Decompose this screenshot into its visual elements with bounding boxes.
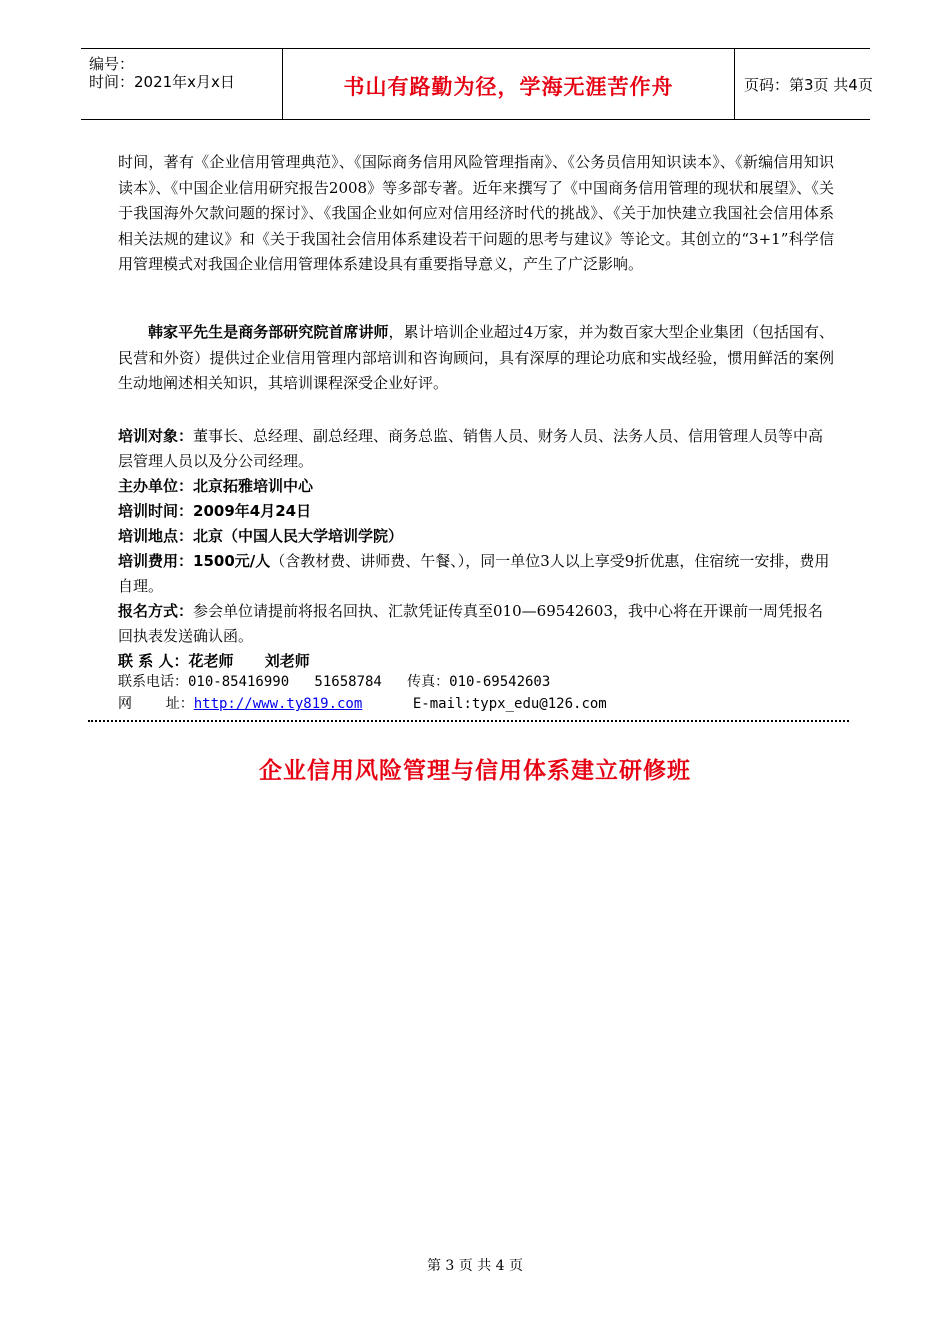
paragraph-lecturer — [118, 320, 834, 397]
lecturer-highlight: 韩家平先生是商务部研究院首席讲师 — [148, 323, 389, 341]
time-label: 时间：2021年x月x日 — [89, 73, 235, 91]
signup-value: 参会单位请提前将报名回执、汇款凭证传真至010—69542603，我中心将在开课前一周凭报名回执表发送确认函。 — [118, 602, 823, 645]
info-host — [118, 474, 834, 499]
target-label: 培训对象： — [118, 427, 194, 445]
header-right-cell — [734, 49, 873, 119]
signup-label: 报名方式： — [118, 602, 194, 620]
number-label: 编号： — [89, 55, 135, 73]
info-place — [118, 524, 834, 549]
host-label: 主办单位： — [118, 477, 194, 495]
info-target — [118, 424, 834, 474]
contact-label: 联 系 人： — [118, 652, 189, 670]
info-time — [118, 499, 834, 524]
info-signup — [118, 599, 834, 649]
header-center-cell — [282, 49, 735, 119]
page-footer: 第 3 页 共 4 页 — [426, 1258, 524, 1274]
header-page-info: 页码：第3页 共4页 — [744, 76, 873, 94]
contact-value: 花老师 刘老师 — [188, 652, 310, 670]
web-line — [118, 693, 607, 715]
fee-label: 培训费用： — [118, 552, 194, 570]
header-motto: 书山有路勤为径，学海无涯苦作舟 — [343, 74, 674, 99]
place-value: 北京（中国人民大学培训学院） — [193, 527, 404, 545]
web-label: 网 址： — [118, 696, 194, 712]
host-value: 北京拓雅培训中心 — [193, 477, 314, 495]
target-value: 董事长、总经理、副总经理、商务总监、销售人员、财务人员、法务人员、信用管理人员等中高层管理人员以及分公司经理。 — [118, 427, 824, 470]
info-fee — [118, 549, 834, 599]
fee-value: 1500元/人 — [193, 552, 271, 570]
training-time-value: 2009年4月24日 — [193, 502, 312, 520]
header-table — [81, 48, 873, 120]
website-link[interactable]: http://www.ty819.com — [193, 696, 363, 712]
email-text: E-mail:typx_edu@126.com — [362, 696, 607, 712]
lecturer-text: ，累计培训企业超过4万家，并为数百家大型企业集团（包括国有、民营和外资）提供过企业信用管理内部培训和咨询顾问，具有深厚的理论功底和实战经验，惯用鲜活的案例生动地阐述相关知识，其培训课程深受企业好评。 — [118, 323, 834, 392]
training-time-label: 培训时间： — [118, 502, 194, 520]
place-label: 培训地点： — [118, 527, 194, 545]
header-left-cell — [81, 49, 281, 119]
phone-line: 联系电话：010-85416990 51658784 传真：010-69542603 — [118, 674, 551, 690]
paragraph-works: 时间，著有《企业信用管理典范》、《国际商务信用风险管理指南》、《公务员信用知识读本》、《新编信用知识读本》、《中国企业信用研究报告2008》等多部专著。近年来撰写了《中国商务信用管理的现状和展望》、《关于我国海外欠款问题的探讨》、《我国企业如何应对信用经济时代的挑战》、《关于加快建立我国社会信用体系相关法规的建议》和《关于我国社会信用体系建设若干问题的思考与建议》等论文。其创立的“3+1”科学信用管理模式对我国企业信用管理体系建设具有重要指导意义，产生了广泛影响。 — [118, 153, 834, 273]
course-title: 企业信用风险管理与信用体系建立研修班 — [259, 757, 691, 784]
dotted-divider — [88, 720, 849, 722]
fee-details: （含教材费、讲师费、午餐、），同一单位3人以上享受9折优惠，住宿统一安排，费用自理。 — [118, 552, 830, 595]
